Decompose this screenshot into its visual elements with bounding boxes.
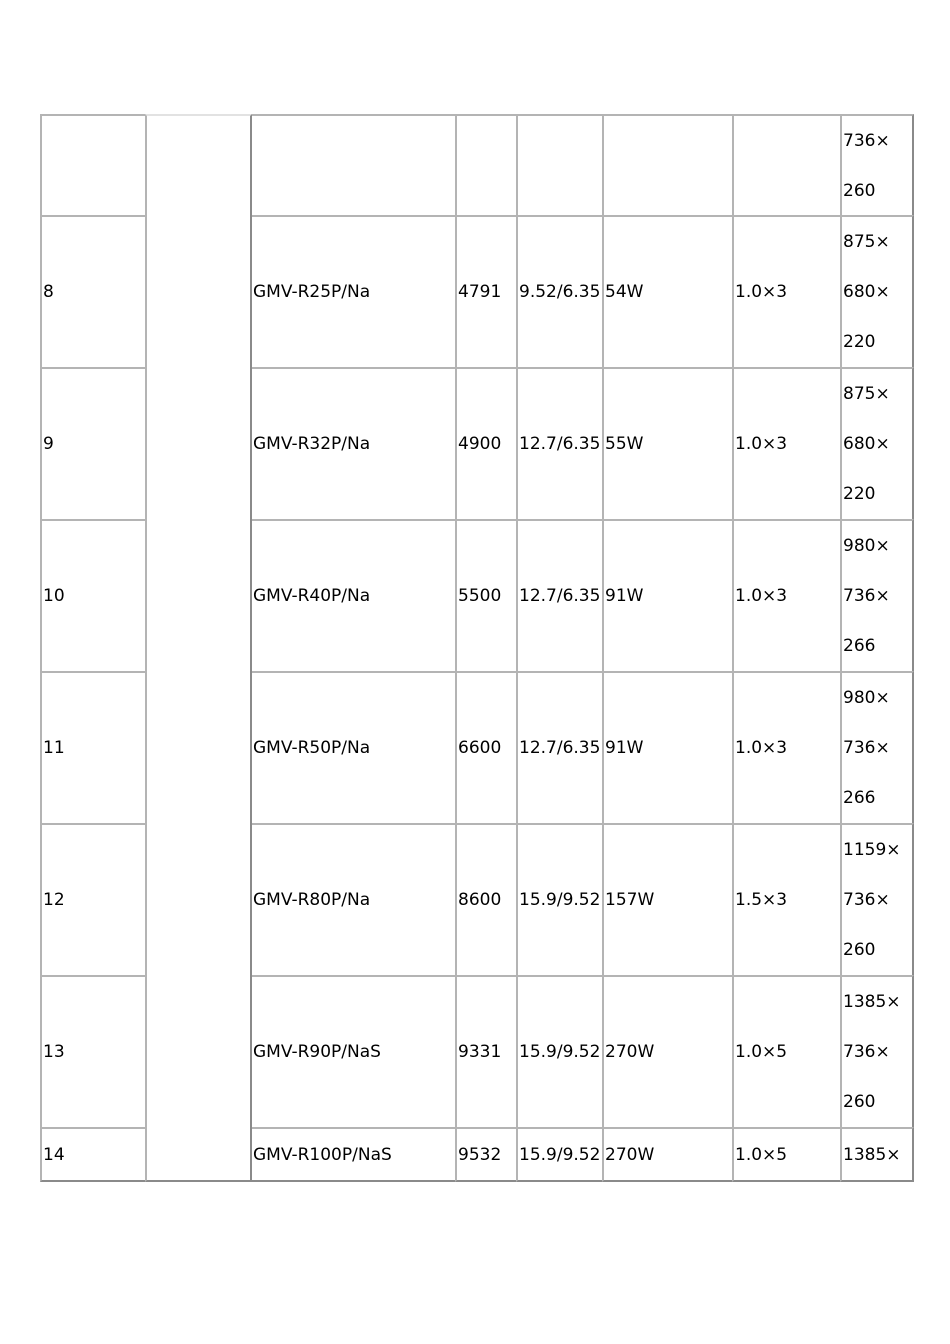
cell-text-pipe: 12.7/6.35 [519,434,601,454]
cell-text-no: 9 [43,434,54,454]
table-cell-no [40,215,147,369]
cell-text-cable: 1.0×5 [735,1042,788,1062]
dimension-line: 875× [843,384,890,404]
table-cell-cable [732,367,842,521]
table-cell-cable [732,1127,842,1182]
table-cell-no [40,114,147,218]
dimension-line: 875× [843,232,890,252]
cell-text-capacity: 4791 [458,282,502,302]
table-cell-capacity [455,114,518,218]
dimension-line: 266 [843,636,876,656]
cell-text-cable: 1.0×5 [735,1145,788,1165]
table-cell-cable [732,519,842,673]
table-cell-power [602,215,734,369]
table-cell-cable [732,975,842,1129]
table-cell-power [602,519,734,673]
table-cell-capacity [455,975,518,1129]
table-cell-pipe [516,671,604,825]
dimension-line: 736× [843,131,890,151]
table-cell-dimensions [840,823,914,977]
cell-text-no: 10 [43,586,65,606]
dimension-line: 1385× [843,992,901,1012]
table-cell-cable [732,671,842,825]
cell-text-power: 91W [605,738,644,758]
cell-text-pipe: 15.9/9.52 [519,890,601,910]
table-cell-cable [732,114,842,218]
cell-text-power: 270W [605,1042,655,1062]
cell-text-model: GMV-R32P/Na [253,434,371,454]
table-cell-capacity [455,367,518,521]
table-cell-dimensions [840,975,914,1129]
table-cell-model [250,519,457,673]
table-cell-no [40,975,147,1129]
table-cell-capacity [455,671,518,825]
dimension-line: 260 [843,181,876,201]
cell-text-cable: 1.0×3 [735,738,788,758]
table-cell-model [250,1127,457,1182]
table-cell-model [250,671,457,825]
cell-text-cable: 1.0×3 [735,586,788,606]
cell-text-capacity: 8600 [458,890,502,910]
dimension-line: 1159× [843,840,901,860]
cell-text-pipe: 15.9/9.52 [519,1042,601,1062]
table-cell-model [250,114,457,218]
table-cell-dimensions [840,1127,914,1182]
dimension-line: 680× [843,282,890,302]
table-cell-model [250,367,457,521]
cell-text-model: GMV-R50P/Na [253,738,371,758]
cell-text-capacity: 5500 [458,586,502,606]
table-cell-capacity [455,823,518,977]
spec-table [40,114,914,1182]
table-cell-model [250,823,457,977]
table-cell-power [602,671,734,825]
table-cell-power [602,823,734,977]
cell-text-no: 8 [43,282,54,302]
table-cell-dimensions [840,215,914,369]
cell-text-power: 54W [605,282,644,302]
cell-text-power: 270W [605,1145,655,1165]
table-cell-no [40,823,147,977]
table-cell-pipe [516,367,604,521]
cell-text-power: 55W [605,434,644,454]
table-cell-power [602,367,734,521]
table-cell-no [40,519,147,673]
table-cell-pipe [516,975,604,1129]
table-cell-dimensions [840,519,914,673]
table-cell-cable [732,215,842,369]
cell-text-capacity: 4900 [458,434,502,454]
dimension-line: 980× [843,688,890,708]
cell-text-model: GMV-R80P/Na [253,890,371,910]
table-cell-capacity [455,519,518,673]
merged-category-cell [145,114,252,1182]
table-cell-pipe [516,215,604,369]
dimension-line: 260 [843,1092,876,1112]
cell-text-no: 11 [43,738,65,758]
cell-text-pipe: 9.52/6.35 [519,282,601,302]
cell-text-pipe: 12.7/6.35 [519,586,601,606]
table-cell-capacity [455,1127,518,1182]
table-cell-dimensions [840,114,914,218]
dimension-line: 736× [843,890,890,910]
table-cell-pipe [516,114,604,218]
cell-text-cable: 1.0×3 [735,434,788,454]
dimension-line: 736× [843,586,890,606]
table-cell-capacity [455,215,518,369]
cell-text-pipe: 15.9/9.52 [519,1145,601,1165]
cell-text-no: 14 [43,1145,65,1165]
table-cell-power [602,114,734,218]
table-cell-pipe [516,1127,604,1182]
dimension-line: 736× [843,738,890,758]
table-cell-pipe [516,519,604,673]
dimension-line: 980× [843,536,890,556]
table-cell-dimensions [840,367,914,521]
table-cell-cable [732,823,842,977]
table-cell-pipe [516,823,604,977]
cell-text-capacity: 6600 [458,738,502,758]
cell-text-model: GMV-R25P/Na [253,282,371,302]
table-cell-no [40,1127,147,1182]
dimension-line: 736× [843,1042,890,1062]
cell-text-model: GMV-R40P/Na [253,586,371,606]
cell-text-model: GMV-R90P/NaS [253,1042,381,1062]
table-cell-model [250,975,457,1129]
dimension-line: 220 [843,332,876,352]
table-cell-power [602,975,734,1129]
table-cell-no [40,367,147,521]
table-cell-dimensions [840,671,914,825]
cell-text-no: 13 [43,1042,65,1062]
cell-text-no: 12 [43,890,65,910]
cell-text-pipe: 12.7/6.35 [519,738,601,758]
cell-text-power: 157W [605,890,655,910]
cell-text-power: 91W [605,586,644,606]
dimension-line: 1385× [843,1145,901,1165]
dimension-line: 260 [843,940,876,960]
table-cell-no [40,671,147,825]
cell-text-model: GMV-R100P/NaS [253,1145,392,1165]
cell-text-capacity: 9532 [458,1145,502,1165]
cell-text-capacity: 9331 [458,1042,502,1062]
table-cell-power [602,1127,734,1182]
dimension-line: 266 [843,788,876,808]
cell-text-cable: 1.0×3 [735,282,788,302]
cell-text-cable: 1.5×3 [735,890,788,910]
dimension-line: 680× [843,434,890,454]
table-cell-model [250,215,457,369]
dimension-line: 220 [843,484,876,504]
